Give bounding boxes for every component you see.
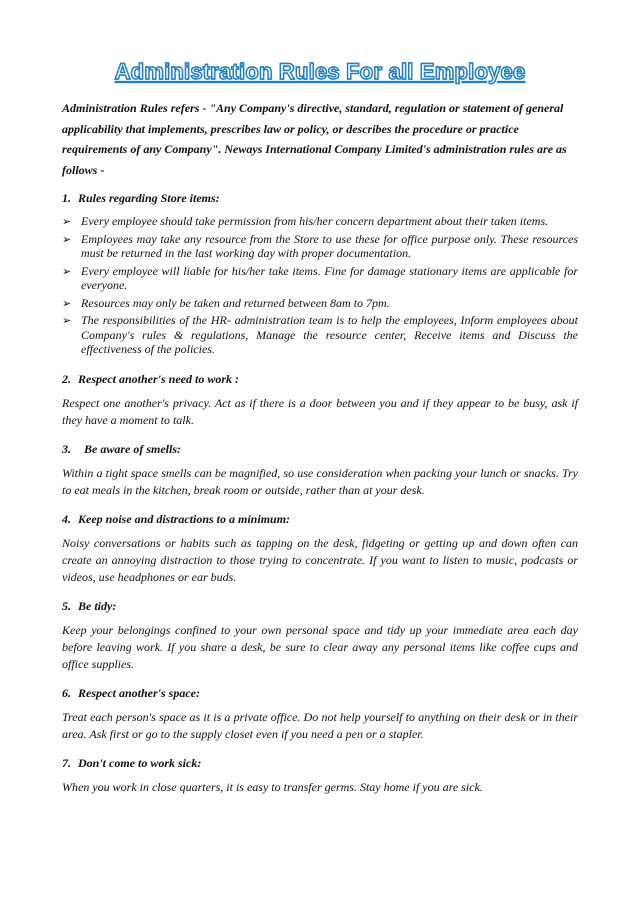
section-heading [62,755,578,771]
section-3 [62,441,578,499]
list-item: ➢ Employees may take any resource from the Store to use these for office purpose only. These resources must be returned in the last working day with proper documentation. [62,231,578,260]
section-body: Treat each person's space as it is a private office. Do not help yourself to anything on their desk or in their area. Ask first or go to the supply closet even if you need a pen or a stapler. [62,709,578,741]
section-number: 2. [62,371,71,386]
section-title: Respect another's need to work : [78,371,239,386]
section-7 [62,755,578,796]
store-rules-list [62,214,578,357]
section-heading [62,190,578,206]
section-heading [62,685,578,701]
section-body: Respect one another's privacy. Act as if there is a door between you and if they appear to be busy, ask if they have a moment to talk. [62,395,578,427]
intro-paragraph: Administration Rules refers - "Any Company's directive, standard, regulation or statement of general applicability that implements, prescribes law or policy, or describes the procedure or practice requirements of any Company". Neways International Company Limited's administration rules are as follows - [62,101,567,177]
section-6 [62,685,578,743]
document-page [62,58,578,808]
document-title: Administration Rules For all Employee [114,59,526,84]
section-2 [62,371,578,429]
list-item: ➢ Every employee should take permission from his/her concern department about their taken items. [62,214,549,228]
arrow-bullet-icon: ➢ [62,265,72,278]
section-title: Rules regarding Store items: [78,191,220,205]
arrow-bullet-icon: ➢ [62,233,72,246]
section-number: 7. [62,755,71,770]
section-body: When you work in close quarters, it is easy to transfer germs. Stay home if you are sick. [62,779,483,794]
section-body: Within a tight space smells can be magnified, so use consideration when packing your lunch or snacks. Try to eat meals in the kitchen, break room or outside, rather than at your desk. [62,465,578,497]
section-heading [62,371,578,387]
section-title: Keep noise and distractions to a minimum: [78,511,291,526]
arrow-bullet-icon: ➢ [62,315,72,327]
section-title: Be aware of smells: [84,441,181,456]
arrow-bullet-icon: ➢ [62,216,72,228]
section-1 [62,190,578,357]
section-number: 6. [62,685,71,700]
section-body: Keep your belongings confined to your own personal space and tidy up your immediate area each day before leaving work. If you share a desk, be sure to clear away any personal items like coffee cups and office supplies. [62,622,578,671]
list-item: ➢ Resources may only be taken and returned between 8am to 7pm. [62,295,390,310]
section-4 [62,511,578,586]
list-item: ➢ The responsibilities of the HR- administration team is to help the employees, Inform employees about Company's rules & regulations, Manage the resource center, Receive items and Discuss the effectiveness of the policies. [62,313,578,356]
section-number: 5. [62,598,71,613]
arrow-bullet-icon: ➢ [62,297,72,310]
section-5 [62,598,578,673]
section-title: Be tidy: [78,598,117,613]
list-item: ➢ Every employee will liable for his/her take items. Fine for damage stationary items are applicable for everyone. [62,263,578,292]
section-title: Don't come to work sick: [78,755,202,770]
section-number: 4. [62,511,71,526]
section-heading [62,511,578,527]
section-heading [62,441,578,457]
section-body: Noisy conversations or habits such as tapping on the desk, fidgeting or getting up and down often can create an annoying distraction to those trying to concentrate. If you want to listen to music, podcasts or videos, use headphones or ear buds. [62,535,578,584]
section-title: Respect another's space: [78,685,200,700]
section-number: 3. [62,441,71,456]
section-heading [62,598,578,614]
section-number: 1. [62,191,71,205]
